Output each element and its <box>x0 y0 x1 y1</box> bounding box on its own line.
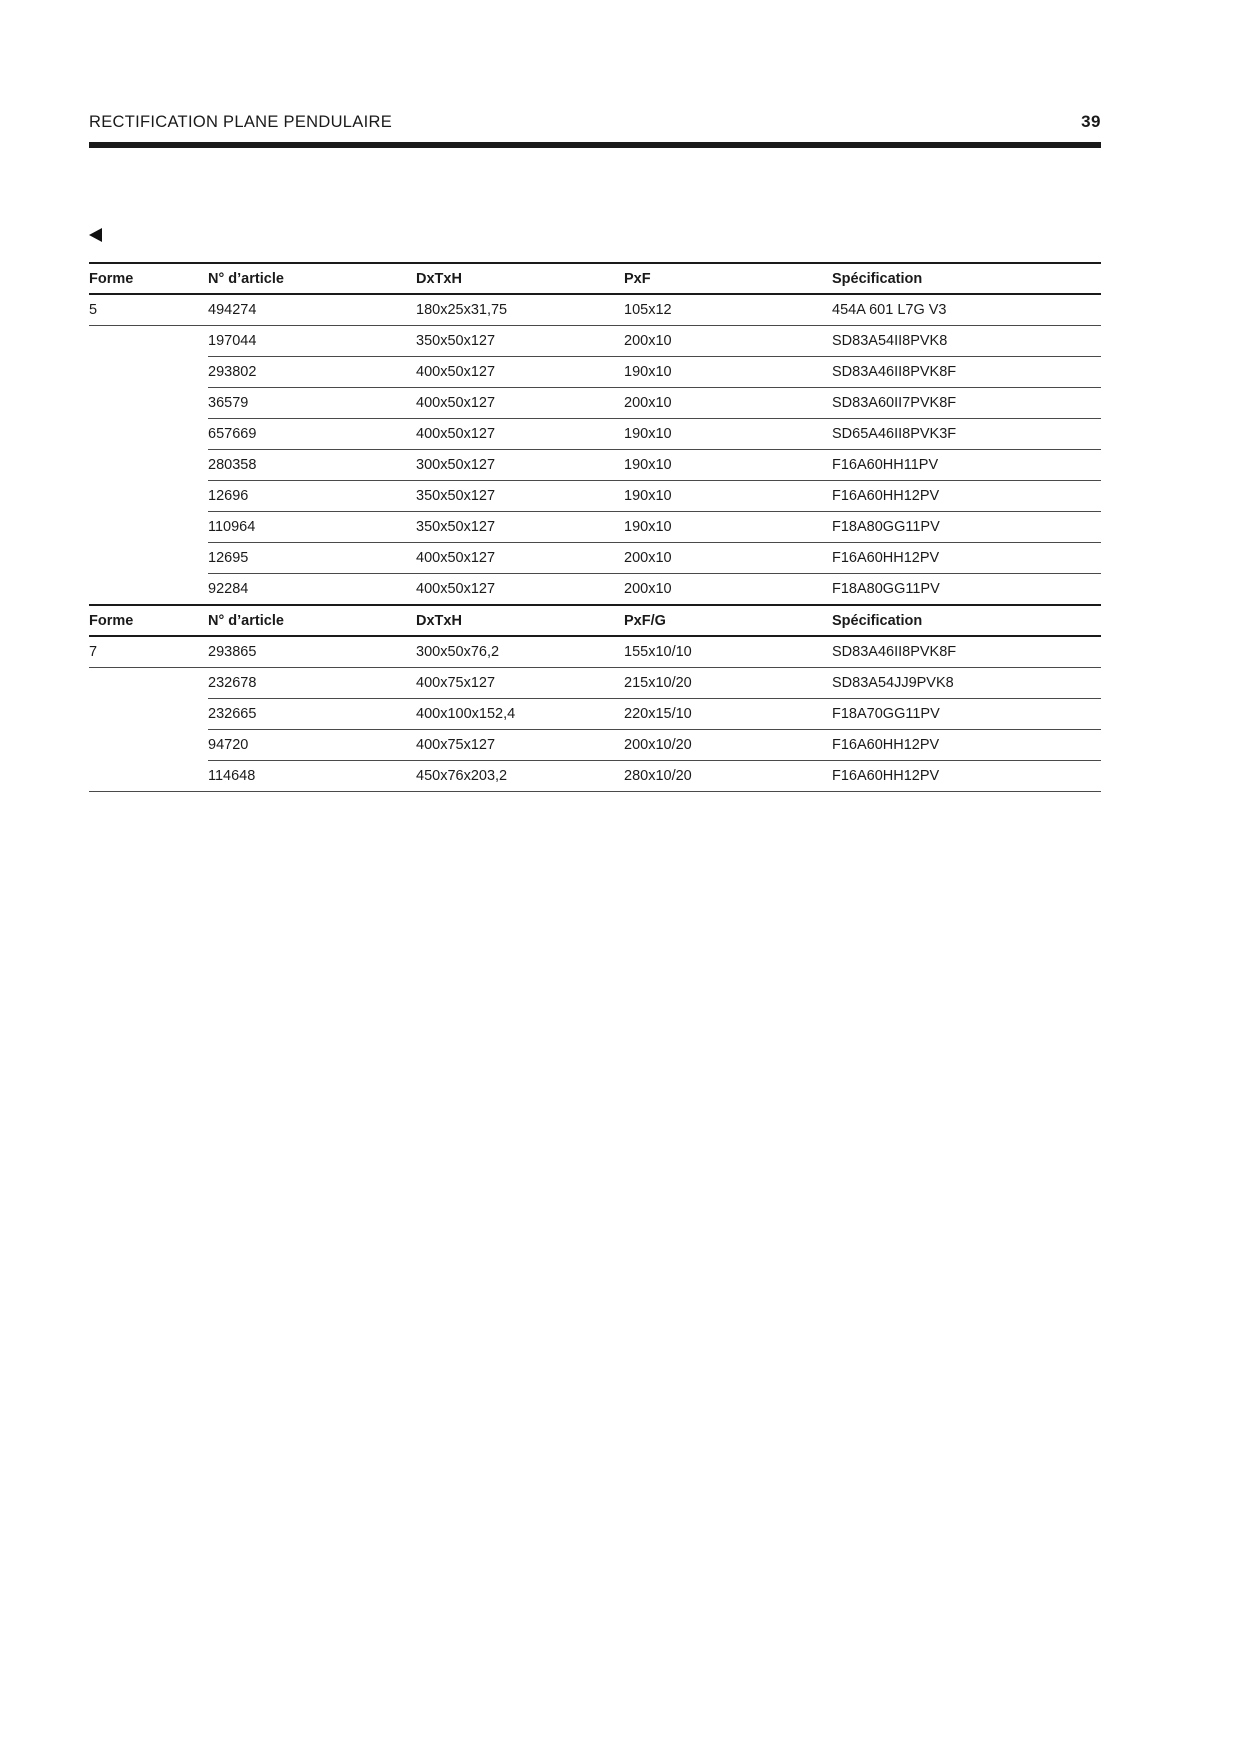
cell-specification: SD83A54II8PVK8 <box>832 326 1101 357</box>
table-row <box>89 481 1101 512</box>
cell-pxf: 190x10 <box>624 450 832 481</box>
cell-pxf: 215x10/20 <box>624 668 832 699</box>
table-row <box>89 574 1101 606</box>
table-row <box>89 699 1101 730</box>
cell-dimensions: 350x50x127 <box>416 326 624 357</box>
cell-pxf: 190x10 <box>624 481 832 512</box>
cell-pxf: 200x10 <box>624 574 832 606</box>
column-header-specification: Spécification <box>832 605 1101 636</box>
table-row <box>89 636 1101 668</box>
cell-pxf: 105x12 <box>624 294 832 326</box>
cell-specification: F16A60HH12PV <box>832 543 1101 574</box>
cell-specification: F18A70GG11PV <box>832 699 1101 730</box>
cell-specification: F16A60HH11PV <box>832 450 1101 481</box>
cell-article-number: 494274 <box>208 294 416 326</box>
cell-dimensions: 400x100x152,4 <box>416 699 624 730</box>
cell-dimensions: 350x50x127 <box>416 512 624 543</box>
cell-forme-empty <box>89 388 208 419</box>
table-row <box>89 357 1101 388</box>
column-header-article-number: N° d’article <box>208 605 416 636</box>
cell-specification: F16A60HH12PV <box>832 761 1101 792</box>
cell-dimensions: 400x50x127 <box>416 574 624 606</box>
cell-dimensions: 400x50x127 <box>416 388 624 419</box>
column-header-article-number: N° d’article <box>208 263 416 294</box>
cell-dimensions: 400x50x127 <box>416 543 624 574</box>
cell-forme-empty <box>89 574 208 606</box>
cell-specification: F18A80GG11PV <box>832 574 1101 606</box>
cell-article-number: 110964 <box>208 512 416 543</box>
table-header-row <box>89 605 1101 636</box>
cell-dimensions: 300x50x127 <box>416 450 624 481</box>
cell-pxf: 280x10/20 <box>624 761 832 792</box>
table-row <box>89 761 1101 792</box>
cell-dimensions: 450x76x203,2 <box>416 761 624 792</box>
column-header-dimensions: DxTxH <box>416 263 624 294</box>
cell-dimensions: 300x50x76,2 <box>416 636 624 668</box>
page-header <box>89 110 1101 136</box>
cell-specification: 454A 601 L7G V3 <box>832 294 1101 326</box>
table-row <box>89 419 1101 450</box>
cell-forme-empty <box>89 699 208 730</box>
table-row <box>89 543 1101 574</box>
cell-dimensions: 180x25x31,75 <box>416 294 624 326</box>
cell-article-number: 36579 <box>208 388 416 419</box>
cell-article-number: 293802 <box>208 357 416 388</box>
page-title: RECTIFICATION PLANE PENDULAIRE <box>89 113 392 131</box>
cell-pxf: 190x10 <box>624 512 832 543</box>
table-row <box>89 326 1101 357</box>
table-row <box>89 450 1101 481</box>
cell-article-number: 114648 <box>208 761 416 792</box>
cell-article-number: 293865 <box>208 636 416 668</box>
table-row <box>89 512 1101 543</box>
cell-dimensions: 350x50x127 <box>416 481 624 512</box>
table-body <box>89 263 1101 792</box>
cell-article-number: 12696 <box>208 481 416 512</box>
cell-specification: SD83A46II8PVK8F <box>832 357 1101 388</box>
cell-specification: SD83A46II8PVK8F <box>832 636 1101 668</box>
cell-pxf: 220x15/10 <box>624 699 832 730</box>
column-header-specification: Spécification <box>832 263 1101 294</box>
page-number: 39 <box>1081 112 1101 131</box>
cell-specification: SD83A54JJ9PVK8 <box>832 668 1101 699</box>
cell-forme-empty <box>89 326 208 357</box>
cell-article-number: 197044 <box>208 326 416 357</box>
cell-pxf: 200x10 <box>624 326 832 357</box>
table-row <box>89 294 1101 326</box>
cell-forme-empty <box>89 512 208 543</box>
cell-forme-empty <box>89 761 208 792</box>
cell-specification: F18A80GG11PV <box>832 512 1101 543</box>
cell-specification: F16A60HH12PV <box>832 481 1101 512</box>
table-row <box>89 668 1101 699</box>
cell-article-number: 657669 <box>208 419 416 450</box>
cell-article-number: 92284 <box>208 574 416 606</box>
cell-pxf: 190x10 <box>624 419 832 450</box>
cell-pxf: 200x10/20 <box>624 730 832 761</box>
table-row <box>89 730 1101 761</box>
back-arrow-icon[interactable] <box>89 228 102 242</box>
cell-forme-empty <box>89 543 208 574</box>
cell-forme-empty <box>89 668 208 699</box>
cell-specification: SD83A60II7PVK8F <box>832 388 1101 419</box>
column-header-forme: Forme <box>89 605 208 636</box>
cell-forme-empty <box>89 357 208 388</box>
cell-specification: SD65A46II8PVK3F <box>832 419 1101 450</box>
cell-forme: 5 <box>89 294 208 326</box>
column-header-pxf: PxF/G <box>624 605 832 636</box>
cell-forme-empty <box>89 481 208 512</box>
cell-forme: 7 <box>89 636 208 668</box>
cell-article-number: 232665 <box>208 699 416 730</box>
column-header-forme: Forme <box>89 263 208 294</box>
cell-forme-empty <box>89 419 208 450</box>
cell-forme-empty <box>89 450 208 481</box>
column-header-dimensions: DxTxH <box>416 605 624 636</box>
table-header-row <box>89 263 1101 294</box>
cell-pxf: 190x10 <box>624 357 832 388</box>
product-spec-table <box>89 262 1101 792</box>
cell-dimensions: 400x75x127 <box>416 668 624 699</box>
column-header-pxf: PxF <box>624 263 832 294</box>
cell-dimensions: 400x50x127 <box>416 419 624 450</box>
cell-pxf: 200x10 <box>624 388 832 419</box>
cell-forme-empty <box>89 730 208 761</box>
cell-pxf: 200x10 <box>624 543 832 574</box>
cell-pxf: 155x10/10 <box>624 636 832 668</box>
header-rule <box>89 142 1101 148</box>
cell-dimensions: 400x50x127 <box>416 357 624 388</box>
cell-article-number: 94720 <box>208 730 416 761</box>
cell-article-number: 232678 <box>208 668 416 699</box>
cell-dimensions: 400x75x127 <box>416 730 624 761</box>
cell-specification: F16A60HH12PV <box>832 730 1101 761</box>
table-row <box>89 388 1101 419</box>
cell-article-number: 12695 <box>208 543 416 574</box>
cell-article-number: 280358 <box>208 450 416 481</box>
